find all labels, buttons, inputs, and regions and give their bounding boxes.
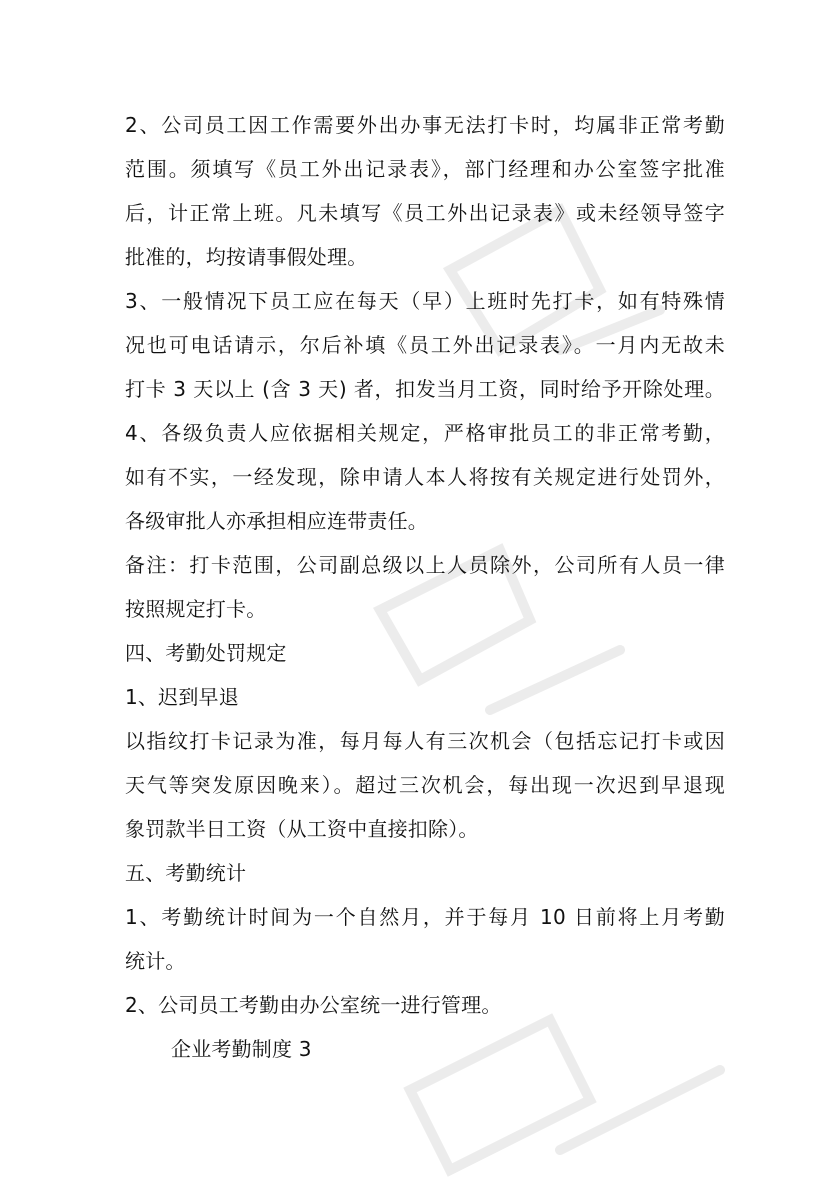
- text-line: 1、考勤统计时间为一个自然月，并于每月 10 日前将上月考勤: [125, 905, 725, 929]
- section-heading: 五、考勤统计: [125, 861, 247, 885]
- text-line: 各级审批人亦承担相应连带责任。: [125, 509, 428, 533]
- text-line: 2、公司员工因工作需要外出办事无法打卡时，均属非正常考勤: [125, 113, 725, 137]
- text-line: 4、各级负责人应依据相关规定，严格审批员工的非正常考勤，: [125, 421, 725, 445]
- text-line: 备注：打卡范围，公司副总级以上人员除外，公司所有人员一律: [125, 553, 725, 577]
- text-line: 批准的，均按请事假处理。: [125, 245, 368, 269]
- text-line: 统计。: [125, 949, 186, 973]
- text-line: 天气等突发原因晚来）。超过三次机会，每出现一次迟到早退现: [125, 773, 725, 797]
- text-line: 后，计正常上班。凡未填写《员工外出记录表》或未经领导签字: [125, 201, 725, 225]
- text-line: 2、公司员工考勤由办公室统一进行管理。: [125, 993, 502, 1017]
- text-line: 范围。须填写《员工外出记录表》，部门经理和办公室签字批准: [125, 157, 725, 181]
- text-line: 3、一般情况下员工应在每天（早）上班时先打卡，如有特殊情: [125, 289, 725, 313]
- text-line: 如有不实，一经发现，除申请人本人将按有关规定进行处罚外，: [125, 465, 725, 489]
- document-body: [125, 103, 725, 1071]
- text-line: 打卡 3 天以上 (含 3 天) 者，扣发当月工资，同时给予开除处理。: [125, 377, 725, 401]
- document-subtitle: 企业考勤制度 3: [171, 1037, 312, 1061]
- text-line: 况也可电话请示，尔后补填《员工外出记录表》。一月内无故未: [125, 333, 725, 357]
- section-heading: 四、考勤处罚规定: [125, 641, 287, 665]
- text-line: 按照规定打卡。: [125, 597, 267, 621]
- text-line: 象罚款半日工资（从工资中直接扣除）。: [125, 817, 479, 841]
- text-line: 以指纹打卡记录为准，每月每人有三次机会（包括忘记打卡或因: [125, 729, 725, 753]
- subsection-heading: 1、迟到早退: [125, 685, 239, 709]
